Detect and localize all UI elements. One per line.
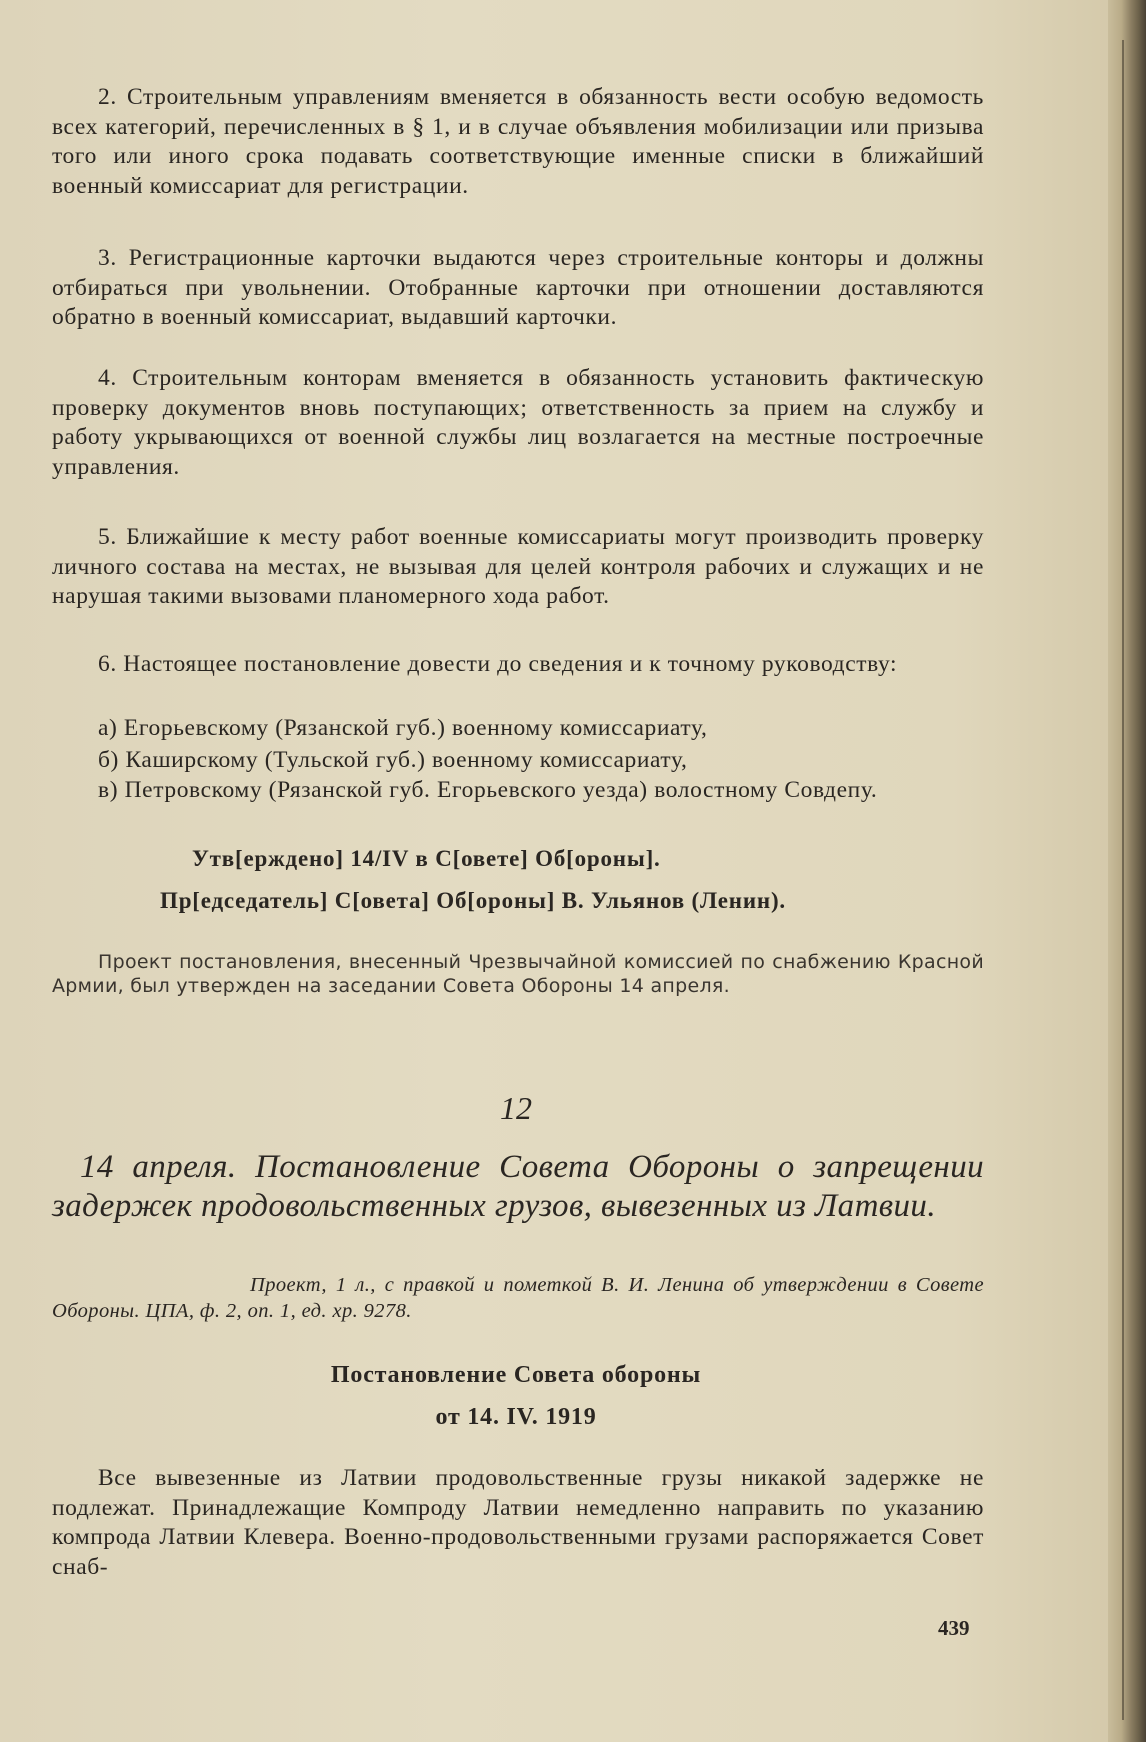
decree-title: Постановление Совета обороны (330, 1362, 702, 1388)
page-number: 439 (938, 1616, 970, 1640)
binding-line (1122, 40, 1124, 1720)
chairman-signature: Пр[едседатель] С[овета] Об[ороны] В. Ульянов (Ленин). (160, 888, 786, 913)
list-item-b: б) Каширскому (Тульской губ.) военному комиссариату, (98, 747, 688, 773)
paragraph-4: 4. Строительным конторам вменяется в обязанность установить фактическую проверку документов вновь поступающих; ответственность за прием на службу и работу укрывающихся от военной службы лиц возлагается на местные построечные управления. (52, 365, 984, 480)
book-spine-edge (1108, 0, 1146, 1742)
list-item-c: в) Петровскому (Рязанской губ. Егорьевского уезда) волостному Совдепу. (98, 777, 878, 803)
document-title: 14 апреля. Постановление Совета Обороны о запрещении задержек продовольственных грузов, вывезенных из Латвии. (52, 1149, 984, 1224)
approval-line: Утв[ерждено] 14/IV в С[овете] Об[ороны]. (192, 846, 661, 871)
paragraph-2: 2. Строительным управлениям вменяется в обязанность вести особую ведомость всех категорий, перечисленных в § 1, и в случае объявления мобилизации или призыва того или иного срока подавать соответствующие именные списки в ближайший военный комиссариат для регистрации. (52, 84, 984, 199)
editorial-note: Проект постановления, внесенный Чрезвычайной комиссией по снабжению Красной Армии, был утвержден на заседании Совета Обороны 14 апреля. (52, 951, 984, 997)
paragraph-5: 5. Ближайшие к месту работ военные комиссариаты могут производить проверку личного состава на местах, не вызывая для целей контроля рабочих и служащих и не нарушая такими вызовами планомерного хода работ. (52, 524, 984, 610)
decree-body: Все вывезенные из Латвии продовольственные грузы никакой задержке не подлежат. Принадлежащие Компроду Латвии немедленно направить по указанию компрода Латвии Клевера. Военно-продовольственными грузами распоряжается Совет снаб- (52, 1465, 984, 1580)
decree-date: от 14. IV. 1919 (435, 1404, 597, 1430)
paragraph-6: 6. Настоящее постановление довести до сведения и к точному руководству: (98, 651, 898, 677)
paragraph-3: 3. Регистрационные карточки выдаются через строительные конторы и должны отбираться при увольнении. Отобранные карточки при отношении доставляются обратно в военный комиссариат, выдавший карточки. (52, 245, 984, 331)
document-number: 12 (500, 1090, 532, 1126)
source-reference: Проект, 1 л., с правкой и пометкой В. И. Ленина об утверждении в Совете Обороны. ЦПА, ф. 2, оп. 1, ед. хр. 9278. (52, 1274, 984, 1322)
list-item-a: а) Егорьевскому (Рязанской губ.) военному комиссариату, (98, 715, 708, 741)
